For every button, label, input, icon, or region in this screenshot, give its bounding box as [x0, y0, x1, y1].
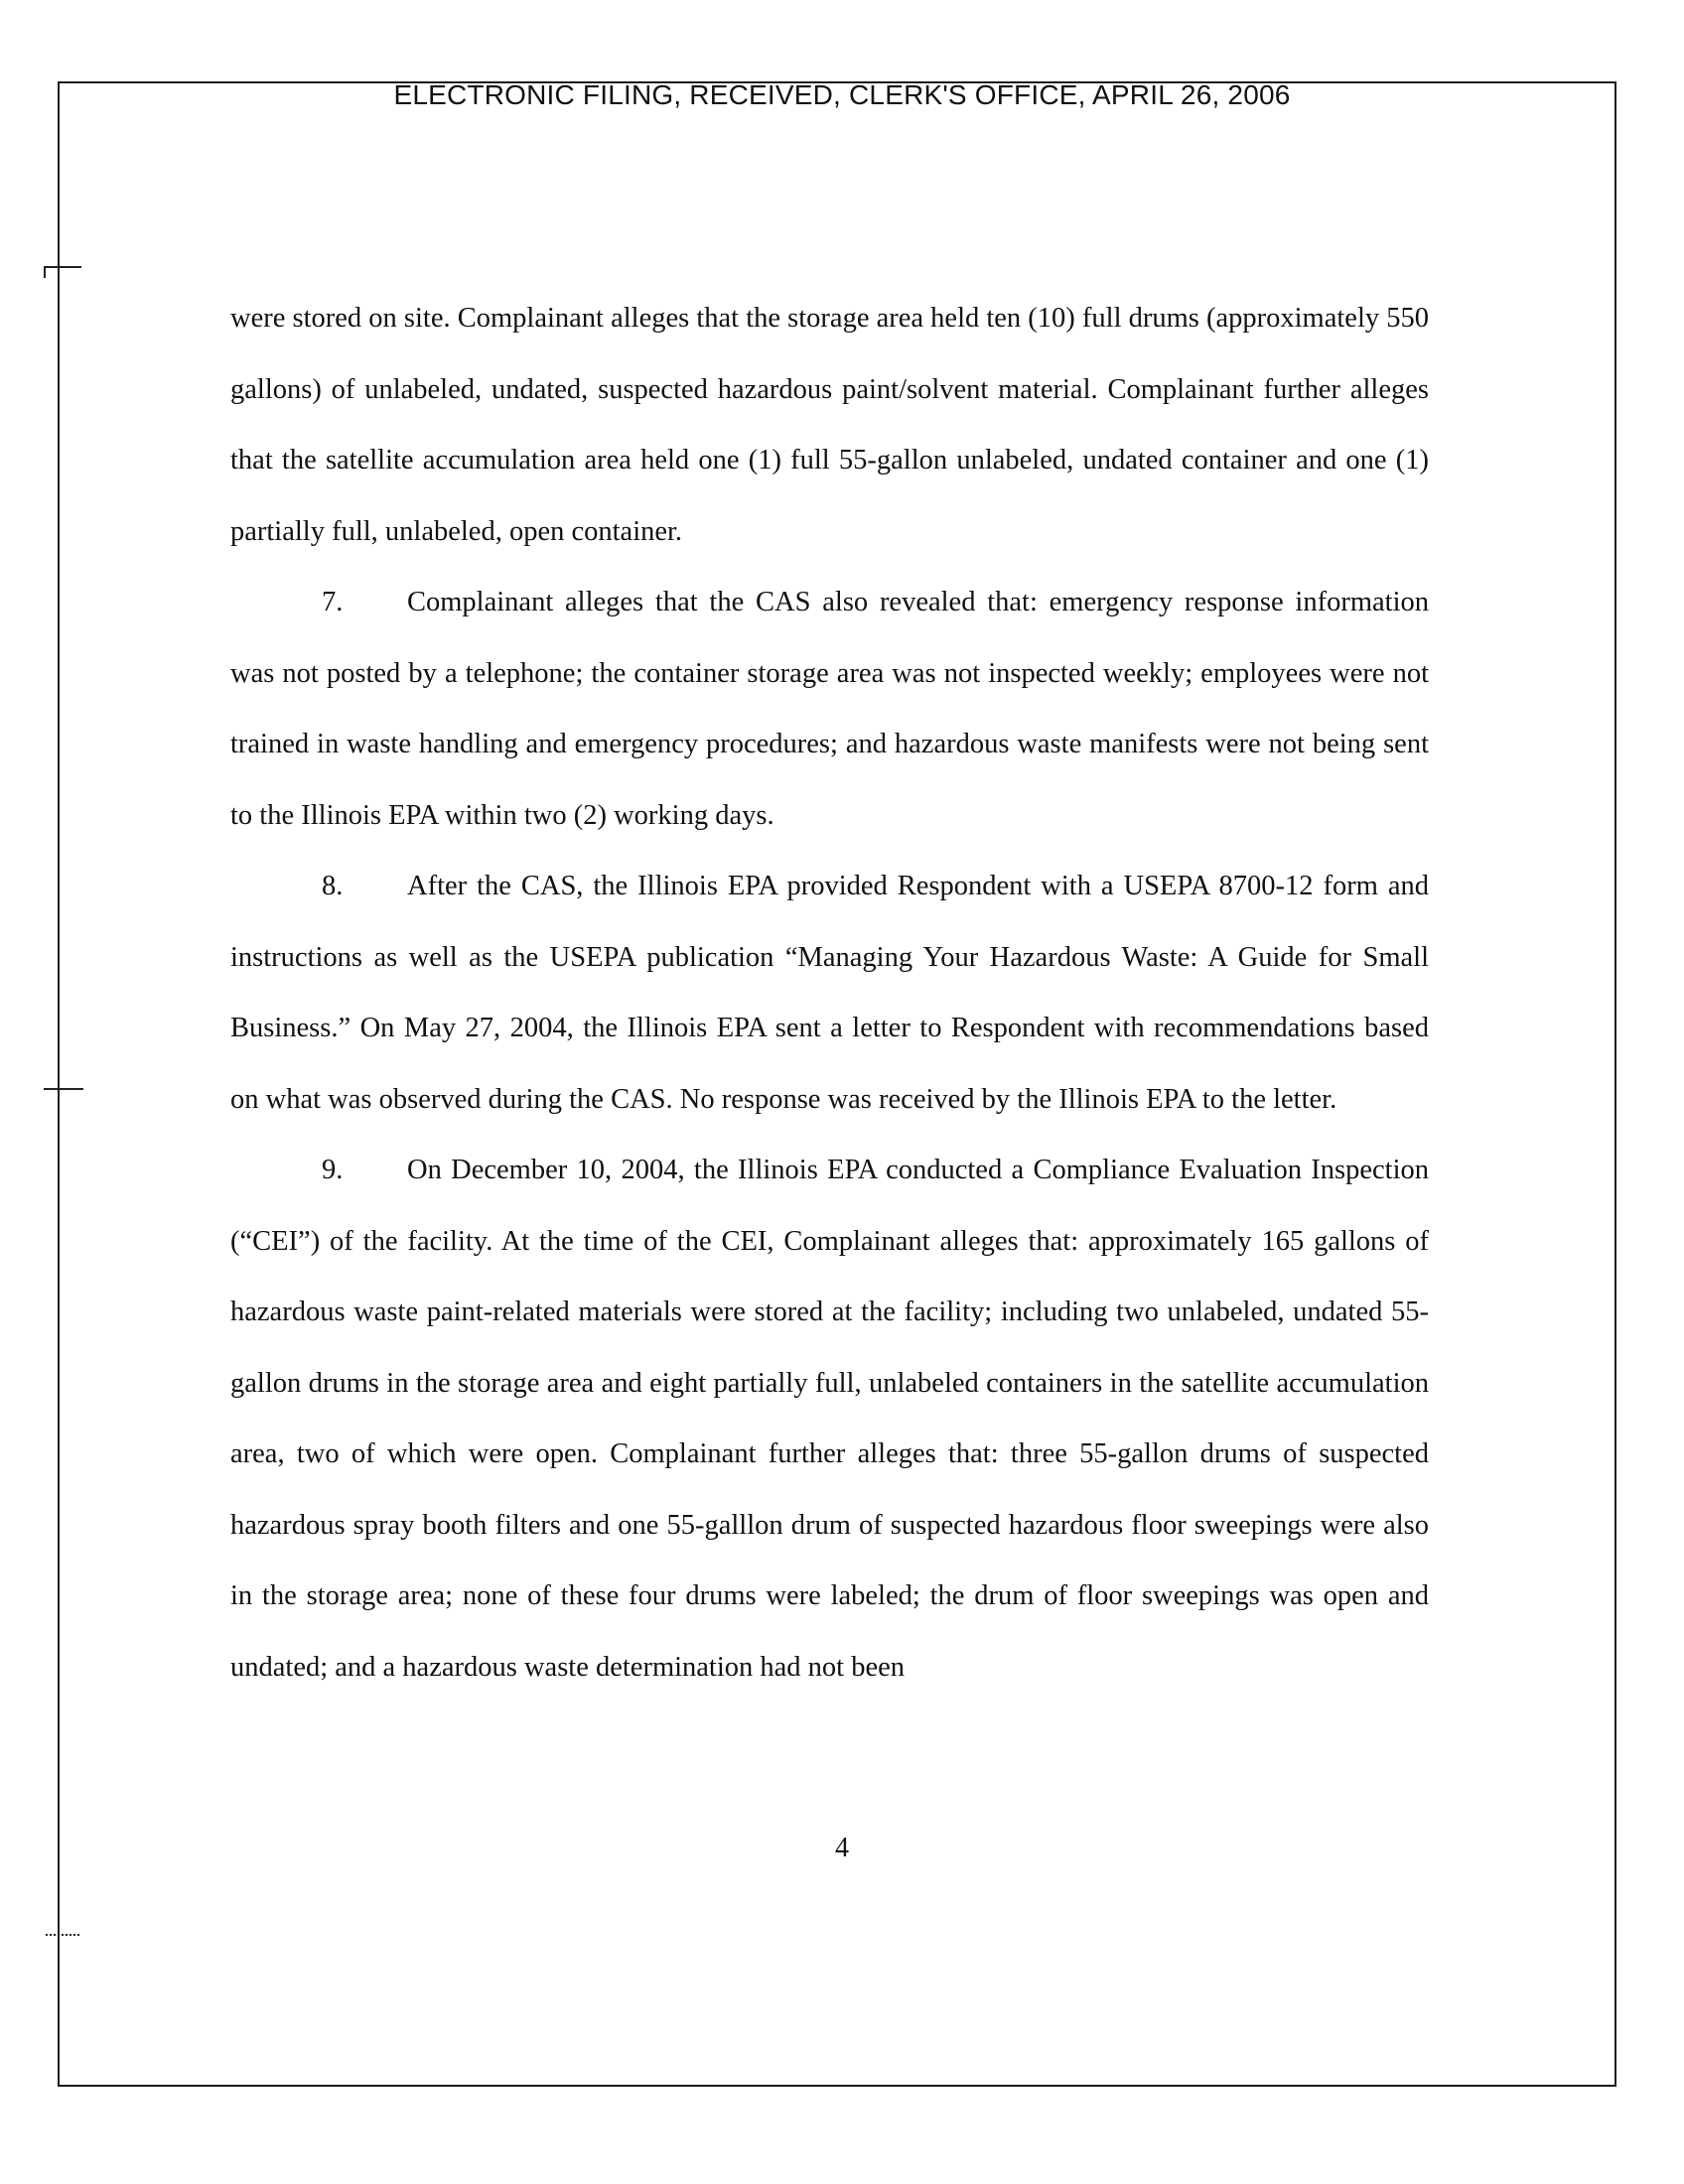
paragraph-number: 8.	[322, 871, 344, 901]
paragraph-text: On December 10, 2004, the Illinois EPA conducted a Compliance Evaluation Inspection (“CEI”) of the facility. At the time of the CEI, Complainant alleges that: approximately 165 gallons of hazardous waste paint-related materials were stored at the facility; including two unlabeled, undated 55-gallon drums in the storage area and eight partially full, unlabeled containers in the satellite accumulation area, two of which were open. Complainant further alleges that: three 55-gallon drums of suspected hazardous spray booth filters and one 55-galllon drum of suspected hazardous floor sweepings were also in the storage area; none of these four drums were labeled; the drum of floor sweepings was open and undated; and a hazardous waste determination had not been	[230, 1155, 1429, 1683]
paragraph-number: 9.	[322, 1155, 344, 1185]
paragraph-text: Complainant alleges that the CAS also revealed that: emergency response information was not posted by a telephone; the container storage area was not inspected weekly; employees were not trained in waste handling and emergency procedures; and hazardous waste manifests were not being sent to the Illinois EPA within two (2) working days.	[230, 587, 1429, 831]
page-number: 4	[835, 1833, 849, 1863]
paragraph-text: After the CAS, the Illinois EPA provided Respondent with a USEPA 8700-12 form and instructions as well as the USEPA publication “Managing Your Hazardous Waste: A Guide for Small Business.” On May 27, 2004, the Illinois EPA sent a letter to Respondent with recommendations based on what was observed during the CAS. No response was received by the Illinois EPA to the letter.	[230, 871, 1429, 1115]
paragraph-text: were stored on site. Complainant alleges that the storage area held ten (10) full drums (approximately 550 gallons) of unlabeled, undated, suspected hazardous paint/solvent material. Complainant further alleges that the satellite accumulation area held one (1) full 55-gallon unlabeled, undated container and one (1) partially full, unlabeled, open container.	[230, 303, 1429, 547]
document-body	[230, 283, 1429, 1703]
paragraph-7	[230, 567, 1429, 851]
paragraph-8	[230, 851, 1429, 1135]
paragraph-continued	[230, 283, 1429, 567]
margin-mark	[46, 1926, 79, 1936]
paragraph-number: 7.	[322, 587, 344, 617]
filing-header: ELECTRONIC FILING, RECEIVED, CLERK'S OFFICE, APRIL 26, 2006	[393, 79, 1291, 110]
paragraph-9	[230, 1135, 1429, 1703]
margin-mark	[44, 266, 81, 278]
